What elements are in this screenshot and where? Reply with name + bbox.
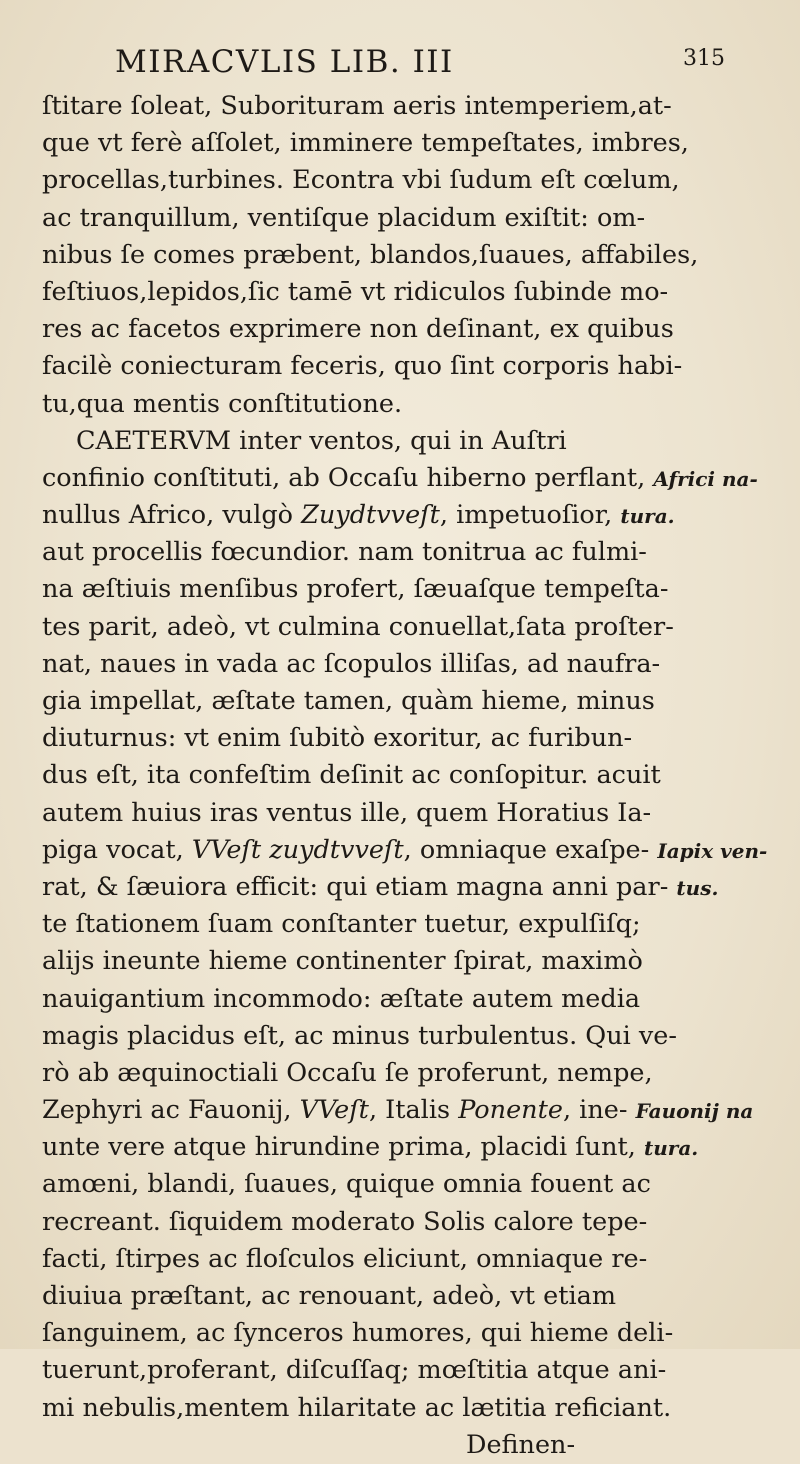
line-text: diuturnus: vt enim ſubitò exoritur, ac furibun- — [42, 723, 633, 754]
line-text-continued: , ine- — [562, 1095, 628, 1126]
line-text: mi nebulis,mentem hilaritate ac lætitia reficiant. — [42, 1392, 672, 1423]
text-line — [42, 1092, 787, 1129]
marginal-note: tura. — [620, 504, 675, 529]
line-text: magis placidus eſt, ac minus turbulentus. Qui ve- — [42, 1020, 678, 1051]
text-line — [42, 125, 787, 162]
running-head: MIRACVLIS LIB. III — [115, 44, 454, 80]
italic-term: VVeſt zuydtvveſt — [191, 834, 404, 865]
text-line — [42, 200, 787, 237]
marginal-note: Africi na- — [653, 466, 758, 491]
line-text: unte vere atque hirundine prima, placidi ſunt, — [42, 1132, 636, 1163]
line-text-continued: , Italis — [368, 1095, 451, 1126]
text-line — [42, 274, 787, 311]
line-text: Definen- — [466, 1429, 576, 1460]
line-text: tes parit, adeò, vt culmina conuellat,ſata proſter- — [42, 611, 674, 642]
marginal-note: Fauonij na — [635, 1099, 754, 1124]
line-text: na æſtiuis menſibus profert, ſæuaſque tempeſta- — [42, 574, 669, 605]
text-line — [42, 1315, 787, 1352]
text-line — [42, 981, 787, 1018]
text-line — [42, 683, 787, 720]
text-line — [42, 757, 787, 794]
text-line — [42, 832, 787, 869]
text-line — [42, 1241, 787, 1278]
text-line — [42, 720, 787, 757]
line-text: rat, & ſæuiora efficit: qui etiam magna anni par- — [42, 871, 669, 902]
text-line — [42, 1018, 787, 1055]
line-text: tu,qua mentis conſtitutione. — [42, 388, 403, 419]
text-line — [42, 869, 787, 906]
text-line — [42, 943, 787, 980]
line-text: facti, ſtirpes ac floſculos eliciunt, omniaque re- — [42, 1243, 648, 1274]
line-text: procellas,turbines. Econtra vbi ſudum eſt cœlum, — [42, 165, 680, 196]
marginal-note: tura. — [644, 1136, 699, 1161]
italic-term: Zuydtvveſt — [301, 500, 440, 531]
text-line — [42, 88, 787, 125]
line-text: ſtitare ſoleat, Suborituram aeris intemperiem,at- — [42, 91, 672, 121]
text-line — [42, 1129, 787, 1166]
line-text: alijs ineunte hieme continenter ſpirat, maximò — [42, 946, 643, 977]
text-line — [42, 311, 787, 348]
text-line — [42, 1352, 787, 1389]
line-text: res ac facetos exprimere non deſinant, ex quibus — [42, 314, 674, 345]
line-text: aut procellis fœcundior. nam tonitrua ac fulmi- — [42, 537, 647, 568]
page-header — [115, 44, 725, 84]
text-line — [42, 1166, 787, 1203]
text-line — [42, 795, 787, 832]
line-text: autem huius iras ventus ille, quem Horatius Ia- — [42, 797, 652, 828]
line-text: piga vocat, — [42, 834, 184, 865]
italic-term: VVeſt — [299, 1095, 369, 1126]
line-text: ſanguinem, ac ſynceros humores, qui hieme deli- — [42, 1318, 674, 1349]
page-number: 315 — [683, 46, 725, 71]
italic-term: Ponente — [458, 1095, 563, 1126]
line-text: ac tranquillum, ventiſque placidum exiſtit: om- — [42, 202, 646, 233]
line-text: diuiua præſtant, ac renouant, adeò, vt etiam — [42, 1281, 617, 1311]
line-text: gia impellat, æſtate tamen, quàm hieme, minus — [42, 686, 655, 716]
text-line — [42, 1390, 787, 1427]
line-text: nibus ſe comes præbent, blandos,ſuaues, affabiles, — [42, 239, 699, 270]
body-text — [42, 88, 787, 1464]
text-line — [42, 534, 787, 571]
line-text: recreant. ſiquidem moderato Solis calore tepe- — [42, 1206, 648, 1237]
text-line — [42, 906, 787, 943]
text-line — [42, 497, 787, 534]
line-text: confinio conſtituti, ab Occaſu hiberno perflant, — [42, 462, 646, 493]
text-line — [42, 237, 787, 274]
catchword — [42, 1427, 787, 1464]
line-text: nullus Africo, vulgò — [42, 500, 294, 531]
line-text: amœni, blandi, ſuaues, quique omnia fouent ac — [42, 1169, 651, 1200]
line-text: que vt ferè aſſolet, imminere tempeſtates, imbres, — [42, 128, 689, 159]
text-line — [42, 609, 787, 646]
text-line — [42, 1204, 787, 1241]
line-text: CAETERVM inter ventos, qui in Auſtri — [76, 425, 567, 456]
line-text: dus eſt, ita confeſtim deſinit ac conſopitur. acuit — [42, 760, 661, 791]
line-text: rò ab æquinoctiali Occaſu ſe proferunt, nempe, — [42, 1057, 653, 1088]
line-text: feſtiuos,lepidos,ſic tamē vt ridiculos ſubinde mo- — [42, 276, 669, 307]
line-text: tuerunt,proferant, diſcuſſaq; mœſtitia atque ani- — [42, 1355, 667, 1386]
text-line — [42, 348, 787, 385]
text-line — [42, 460, 787, 497]
text-line — [42, 386, 787, 423]
line-text: nat, naues in vada ac ſcopulos illiſas, ad naufra- — [42, 648, 661, 679]
line-text: nauigantium incommodo: æſtate autem media — [42, 983, 641, 1014]
text-line — [42, 646, 787, 683]
text-line — [42, 1278, 787, 1315]
marginal-note: tus. — [676, 875, 719, 900]
line-text-continued: , impetuoſior, — [439, 500, 613, 531]
marginal-note: Iapix ven- — [657, 838, 768, 863]
text-line — [42, 162, 787, 199]
text-line — [42, 571, 787, 608]
line-text: facilè coniecturam feceris, quo ſint corporis habi- — [42, 351, 683, 382]
line-text: te ſtationem ſuam conſtanter tuetur, expulſiſq; — [42, 909, 641, 940]
text-line — [42, 423, 787, 460]
text-line — [42, 1055, 787, 1092]
line-text: Zephyri ac Fauonij, — [42, 1095, 292, 1126]
line-text-continued: , omniaque exaſpe- — [403, 834, 650, 865]
